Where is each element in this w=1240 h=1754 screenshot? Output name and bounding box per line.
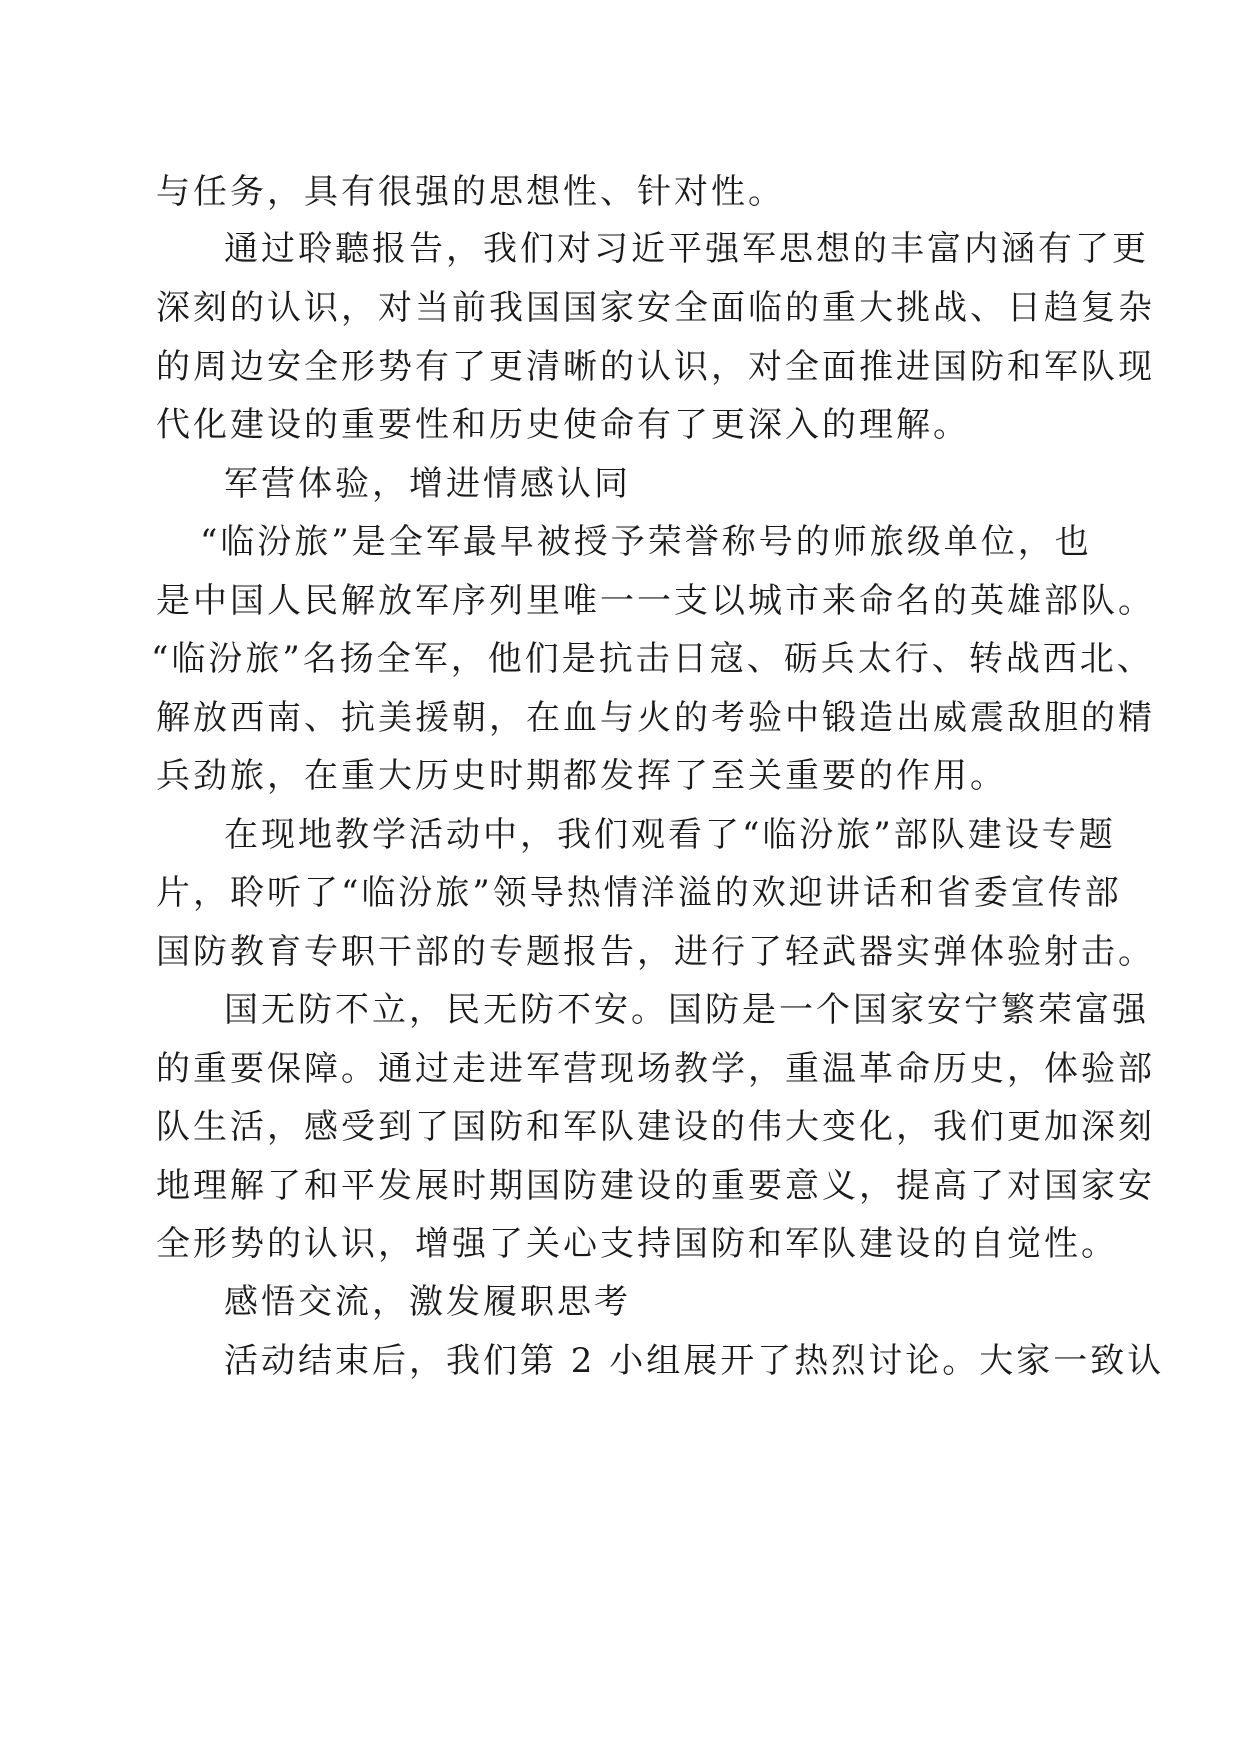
text-line: 队生活，感受到了国防和军队建设的伟大变化，我们更加深刻 [156,1107,1155,1147]
text-line: 是中国人民解放军序列里唯一一支以城市来命名的英雄部队。 [156,581,1155,621]
text-line: 与任务，具有很强的思想性、针对性。 [156,172,785,212]
text-line: 国无防不立，民无防不安。国防是一个国家安宁繁荣富强 [224,990,1149,1030]
text-line: 解放西南、抗美援朝，在血与火的考验中锻造出威震敌胆的精 [156,698,1155,738]
text-line: 活动结束后，我们第 2 小组展开了热烈讨论。大家一致认 [224,1341,1165,1381]
text-line: 国防教育专职干部的专题报告，进行了轻武器实弹体验射击。 [156,932,1155,972]
section-heading: 军营体验，增进情感认同 [224,464,631,504]
section-heading: 感悟交流，激发履职思考 [224,1282,631,1322]
text-line: 片，聆听了“临汾旅”领导热情洋溢的欢迎讲话和省委宣传部 [156,873,1122,913]
text-line: 兵劲旅，在重大历史时期都发挥了至关重要的作用。 [156,756,1007,796]
text-line: 通过聆聽报告，我们对习近平强军思想的丰富内涵有了更 [224,229,1149,269]
text-line: 在现地教学活动中，我们观看了“临汾旅”部队建设专题 [224,815,1116,855]
text-line: 的周边安全形势有了更清晰的认识，对全面推进国防和军队现 [156,347,1155,387]
text-line: 地理解了和平发展时期国防建设的重要意义，提高了对国家安 [156,1166,1155,1206]
text-line: 深刻的认识，对当前我国国家安全面临的重大挑战、日趋复杂 [156,288,1155,328]
text-line: 全形势的认识，增强了关心支持国防和军队建设的自觉性。 [156,1224,1118,1264]
text-line: 代化建设的重要性和历史使命有了更深入的理解。 [156,405,970,445]
text-line: “临汾旅”是全军最早被授予荣誉称号的师旅级单位，也 [200,522,1092,562]
text-line: 的重要保障。通过走进军营现场教学，重温革命历史，体验部 [156,1049,1155,1089]
text-line: “临汾旅”名扬全军，他们是抗击日寇、砺兵太行、转战西北、 [151,639,1154,679]
